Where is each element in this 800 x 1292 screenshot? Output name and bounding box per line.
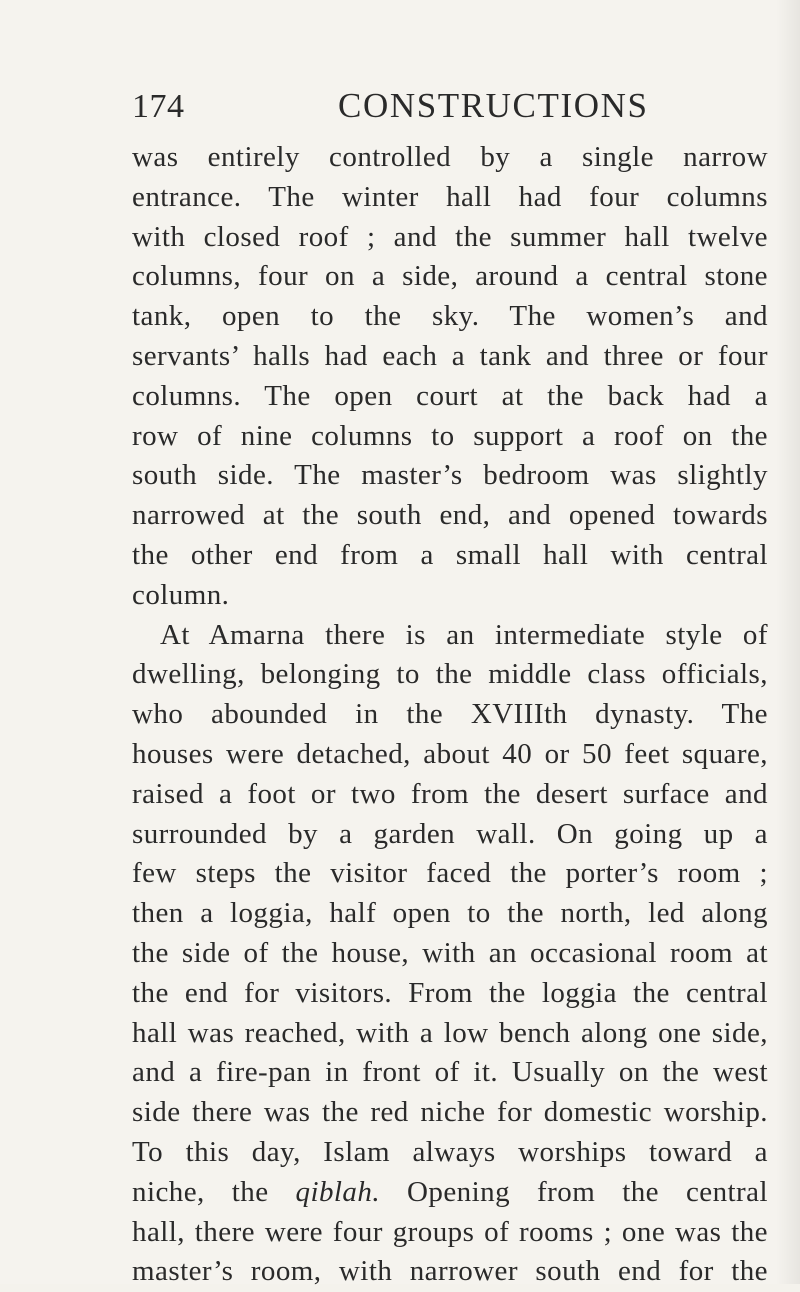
text-line: entrance. The winter hall had four columns bbox=[132, 180, 768, 213]
text-line: columns, four on a side, around a central stone bbox=[132, 260, 768, 293]
text-line: the side of the house, with an occasional room at bbox=[132, 936, 768, 969]
text-line: south side. The master’s bedroom was slightly bbox=[132, 459, 768, 492]
italic-term-qiblah: qiblah. bbox=[295, 1175, 381, 1208]
text-line: row of nine columns to support a roof on the bbox=[132, 419, 768, 452]
text-line: few steps the visitor faced the porter’s room ; bbox=[132, 857, 768, 890]
text-line: dwelling, belonging to the middle class officials, bbox=[132, 658, 768, 691]
paragraph-end-line: column. bbox=[132, 578, 230, 611]
text-line-with-italic bbox=[132, 1173, 768, 1213]
text-line: and a fire-pan in front of it. Usually on the west bbox=[132, 1056, 768, 1089]
text-line: hall, there were four groups of rooms ; one was the bbox=[132, 1215, 768, 1248]
text-line: the end for visitors. From the loggia the central bbox=[132, 976, 768, 1009]
text-line: raised a foot or two from the desert surface and bbox=[132, 777, 768, 810]
text-line: surrounded by a garden wall. On going up a bbox=[132, 817, 768, 850]
body-text bbox=[132, 138, 768, 1292]
text-line: hall was reached, with a low bench along one side, bbox=[132, 1016, 768, 1049]
running-head bbox=[132, 82, 744, 130]
text-line: who abounded in the XVIIIth dynasty. The bbox=[132, 698, 768, 731]
chapter-title: CONSTRUCTIONS bbox=[338, 86, 649, 125]
text-line: narrowed at the south end, and opened towards bbox=[132, 499, 768, 532]
text-line: master’s room, with narrower south end for the bbox=[132, 1255, 768, 1288]
text-line: houses were detached, about 40 or 50 feet square, bbox=[132, 737, 768, 770]
text-line: was entirely controlled by a single narrow bbox=[132, 141, 768, 173]
page-number: 174 bbox=[132, 88, 185, 125]
text-segment: niche, the bbox=[132, 1175, 296, 1208]
text-line: side there was the red niche for domestic worship. bbox=[132, 1096, 768, 1129]
text-line: tank, open to the sky. The women’s and bbox=[132, 300, 768, 333]
text-line: with closed roof ; and the summer hall twelve bbox=[132, 220, 768, 253]
text-segment: Opening from the central bbox=[380, 1175, 768, 1208]
text-line: the other end from a small hall with central bbox=[132, 538, 768, 571]
text-line: columns. The open court at the back had a bbox=[132, 379, 768, 412]
text-line: To this day, Islam always worships toward a bbox=[132, 1135, 768, 1168]
text-line: then a loggia, half open to the north, led along bbox=[132, 897, 768, 930]
paragraph-start-line: At Amarna there is an intermediate style of bbox=[160, 618, 768, 651]
text-line: servants’ halls had each a tank and three or four bbox=[132, 339, 768, 372]
